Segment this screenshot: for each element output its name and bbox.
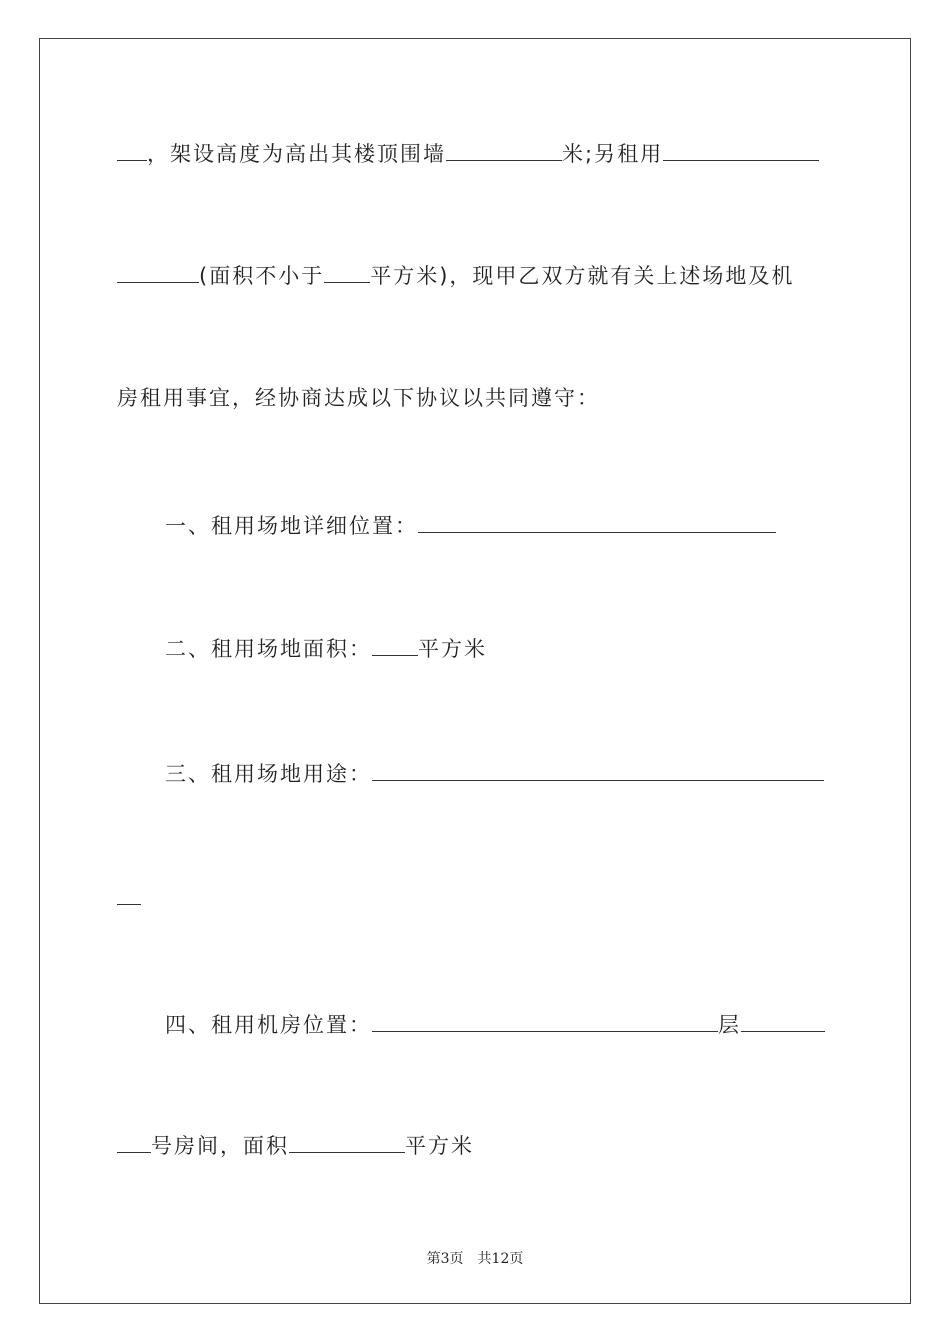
blank-field[interactable] [418,512,776,533]
page-footer [0,1248,950,1268]
item-2 [165,635,885,663]
text-segment: 号房间，面积 [151,1134,289,1158]
blank-field[interactable] [741,1011,825,1032]
text-segment: 平方米 [405,1134,474,1158]
item-label: 一、租用场地详细位置： [165,514,418,538]
blank-field[interactable] [117,140,147,161]
paragraph-line-1 [117,140,837,168]
blank-field[interactable] [372,1011,718,1032]
text-segment: 平方米)，现甲乙双方就有关上述场地及机 [370,264,795,288]
blank-field[interactable] [117,262,199,283]
blank-field[interactable] [663,140,819,161]
item-4 [165,1011,885,1039]
text-segment: 平方米 [418,637,487,661]
blank-field[interactable] [117,1132,151,1153]
text-segment: 米;另租用 [562,142,664,166]
item-3-continuation [117,884,837,912]
blank-field[interactable] [446,140,562,161]
paragraph-line-3: 房租用事宜，经协商达成以下协议以共同遵守： [117,386,600,410]
blank-field[interactable] [289,1132,405,1153]
page-total: 共12页 [477,1251,524,1267]
item-label: 四、租用机房位置： [165,1013,372,1037]
item-1 [165,512,885,540]
text-segment: (面积不小于 [199,264,325,288]
item-4-continuation [117,1132,837,1160]
item-label: 二、租用场地面积： [165,637,372,661]
text-segment: ，架设高度为高出其楼顶围墙 [147,142,446,166]
text-segment: 层 [718,1013,741,1037]
blank-field[interactable] [117,884,141,905]
paragraph-line-2 [117,262,837,290]
blank-field[interactable] [372,635,418,656]
page-border [39,38,911,1304]
page-number: 第3页 [426,1251,464,1267]
item-label: 三、租用场地用途： [165,762,372,786]
blank-field[interactable] [324,262,370,283]
item-3 [165,760,885,788]
blank-field[interactable] [372,760,824,781]
